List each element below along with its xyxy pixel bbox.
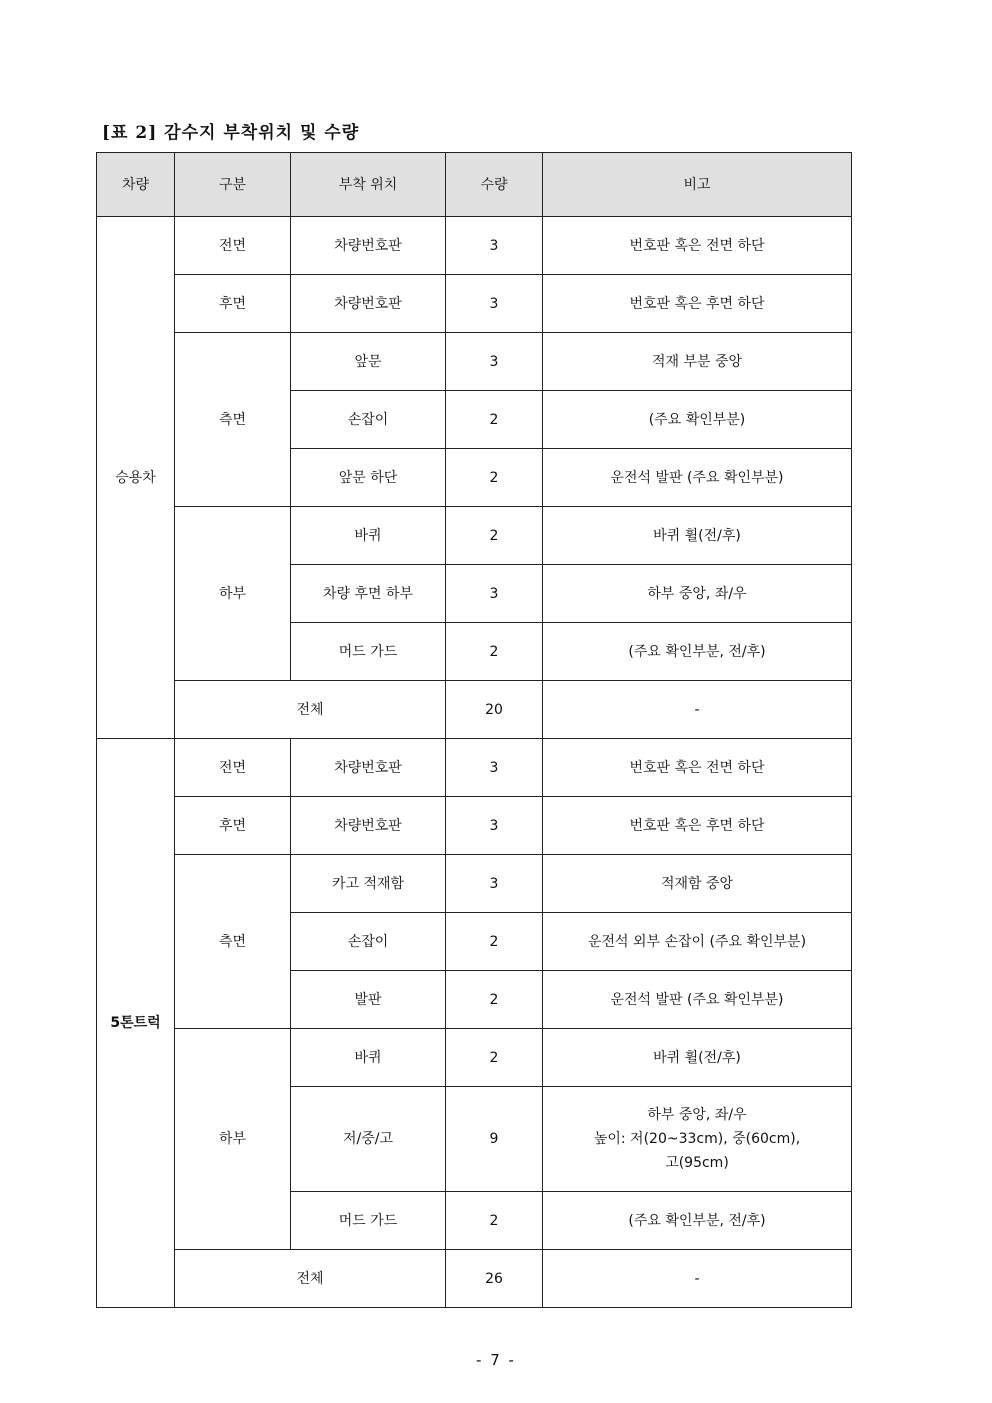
- note-cell: (주요 확인부분, 전/후): [543, 623, 852, 681]
- position-cell: 차량 후면 하부: [291, 565, 446, 623]
- qty-cell: 3: [446, 217, 543, 275]
- note-cell: [543, 1087, 852, 1192]
- note-cell: 적재 부분 중앙: [543, 333, 852, 391]
- total-row-truck: [97, 1250, 852, 1308]
- position-cell: 바퀴: [291, 507, 446, 565]
- header-category: 구분: [175, 153, 291, 217]
- note-cell: (주요 확인부분): [543, 391, 852, 449]
- position-cell: 차량번호판: [291, 739, 446, 797]
- table-row: [97, 217, 852, 275]
- position-cell: 손잡이: [291, 391, 446, 449]
- note-line: 하부 중앙, 좌/우: [647, 1107, 747, 1123]
- qty-cell: 3: [446, 333, 543, 391]
- position-cell: 앞문 하단: [291, 449, 446, 507]
- table-row: [97, 797, 852, 855]
- note-line: 고(95cm): [665, 1155, 729, 1171]
- qty-cell: 3: [446, 565, 543, 623]
- category-cell: 측면: [175, 855, 291, 1029]
- position-cell: 저/중/고: [291, 1087, 446, 1192]
- total-label: 전체: [175, 681, 446, 739]
- table-row: [97, 855, 852, 913]
- note-cell: 번호판 혹은 후면 하단: [543, 275, 852, 333]
- qty-cell: 2: [446, 1192, 543, 1250]
- table-caption: [표 2] 감수지 부착위치 및 수량: [102, 123, 360, 143]
- qty-cell: 3: [446, 855, 543, 913]
- page-number: - 7 -: [476, 1351, 516, 1369]
- header-qty: 수량: [446, 153, 543, 217]
- qty-cell: 2: [446, 971, 543, 1029]
- category-cell: 후면: [175, 797, 291, 855]
- header-note: 비고: [543, 153, 852, 217]
- table-row: [97, 739, 852, 797]
- total-note: -: [543, 1250, 852, 1308]
- category-cell: 하부: [175, 1029, 291, 1250]
- qty-cell: 3: [446, 275, 543, 333]
- vehicle-cell-truck: 5톤트럭: [97, 739, 175, 1308]
- note-cell: 바퀴 휠(전/후): [543, 1029, 852, 1087]
- qty-cell: 2: [446, 1029, 543, 1087]
- category-cell: 후면: [175, 275, 291, 333]
- position-cell: 차량번호판: [291, 217, 446, 275]
- category-cell: 하부: [175, 507, 291, 681]
- qty-cell: 2: [446, 507, 543, 565]
- table-header-row: [97, 153, 852, 217]
- position-cell: 바퀴: [291, 1029, 446, 1087]
- table-row: [97, 1029, 852, 1087]
- qty-cell: 3: [446, 797, 543, 855]
- total-qty: 26: [446, 1250, 543, 1308]
- position-cell: 머드 가드: [291, 623, 446, 681]
- note-cell: 운전석 외부 손잡이 (주요 확인부분): [543, 913, 852, 971]
- table-row: [97, 275, 852, 333]
- vehicle-cell-sedan: 승용차: [97, 217, 175, 739]
- qty-cell: 9: [446, 1087, 543, 1192]
- position-cell: 앞문: [291, 333, 446, 391]
- header-vehicle: 차량: [97, 153, 175, 217]
- total-note: -: [543, 681, 852, 739]
- note-cell: (주요 확인부분, 전/후): [543, 1192, 852, 1250]
- note-line: 높이: 저(20~33cm), 중(60cm),: [593, 1131, 801, 1147]
- total-qty: 20: [446, 681, 543, 739]
- position-cell: 손잡이: [291, 913, 446, 971]
- note-cell: 운전석 발판 (주요 확인부분): [543, 449, 852, 507]
- position-cell: 머드 가드: [291, 1192, 446, 1250]
- table-row: [97, 333, 852, 391]
- note-cell: 바퀴 휠(전/후): [543, 507, 852, 565]
- position-cell: 발판: [291, 971, 446, 1029]
- qty-cell: 2: [446, 623, 543, 681]
- qty-cell: 2: [446, 449, 543, 507]
- category-cell: 전면: [175, 739, 291, 797]
- total-row-sedan: [97, 681, 852, 739]
- qty-cell: 3: [446, 739, 543, 797]
- qty-cell: 2: [446, 391, 543, 449]
- note-cell: 번호판 혹은 전면 하단: [543, 217, 852, 275]
- note-cell: 운전석 발판 (주요 확인부분): [543, 971, 852, 1029]
- table-row: [97, 507, 852, 565]
- note-cell: 하부 중앙, 좌/우: [543, 565, 852, 623]
- qty-cell: 2: [446, 913, 543, 971]
- note-cell: 번호판 혹은 후면 하단: [543, 797, 852, 855]
- note-cell: 적재함 중앙: [543, 855, 852, 913]
- position-cell: 카고 적재함: [291, 855, 446, 913]
- note-cell: 번호판 혹은 전면 하단: [543, 739, 852, 797]
- position-cell: 차량번호판: [291, 275, 446, 333]
- category-cell: 전면: [175, 217, 291, 275]
- sticker-position-table: [96, 152, 852, 1308]
- header-position: 부착 위치: [291, 153, 446, 217]
- position-cell: 차량번호판: [291, 797, 446, 855]
- total-label: 전체: [175, 1250, 446, 1308]
- category-cell: 측면: [175, 333, 291, 507]
